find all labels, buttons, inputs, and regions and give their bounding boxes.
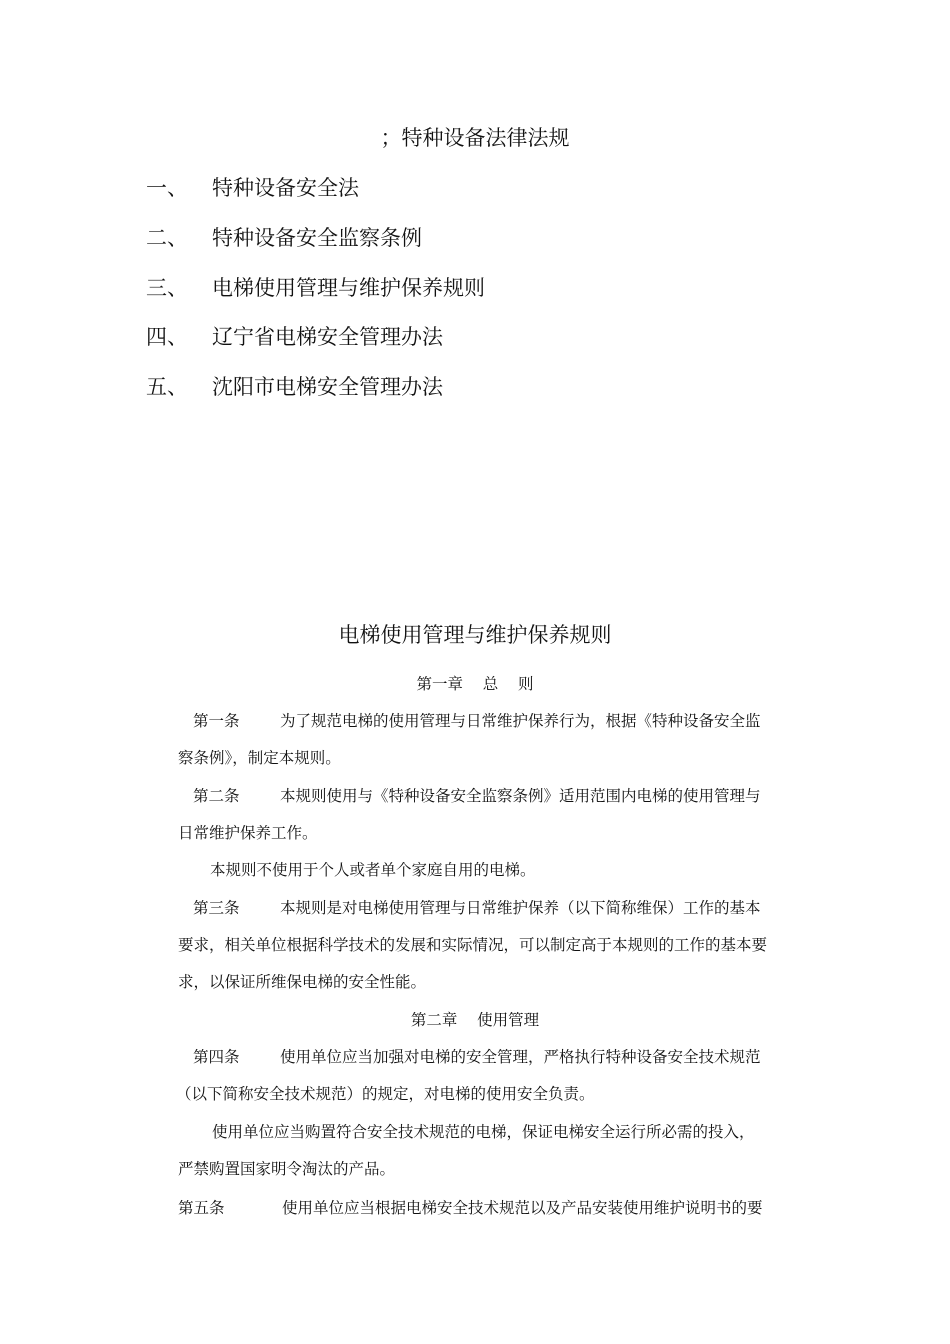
article-line: 使用单位应当购置符合安全技术规范的电梯，保证电梯安全运行所必需的投入， [212,1123,755,1141]
article-line: 求，以保证所维保电梯的安全性能。 [178,973,427,991]
article-text: 本规则是对电梯使用管理与日常维护保养（以下简称维保）工作的基本 [280,899,761,917]
article-line [193,1045,761,1067]
toc-item-number: 三、 [146,276,188,300]
toc-item-label: 沈阳市电梯安全管理办法 [212,375,443,399]
toc-item-label: 辽宁省电梯安全管理办法 [212,325,443,349]
article-line: 察条例》，制定本规则。 [178,749,341,767]
toc-item [146,222,422,252]
article-line: 要求，相关单位根据科学技术的发展和实际情况，可以制定高于本规则的工作的基本要 [178,936,768,954]
toc-item [146,172,359,202]
toc-item-label: 电梯使用管理与维护保养规则 [212,276,485,300]
toc-item [146,272,485,302]
toc-item [146,371,443,401]
article-number: 第五条 [178,1199,225,1217]
toc-item-label: 特种设备安全法 [212,176,359,200]
article-number: 第三条 [193,899,240,917]
toc-title: ；特种设备法律法规 [380,126,570,150]
toc-item [146,321,443,351]
article-number: 第一条 [193,712,240,730]
toc-item-number: 五、 [146,375,188,399]
article-line [193,784,761,806]
chapter-heading: 第二章 使用管理 [410,1011,540,1029]
article-number: 第四条 [193,1048,240,1066]
article-line [193,896,761,918]
article-line [178,1196,763,1218]
article-text: 使用单位应当根据电梯安全技术规范以及产品安装使用维护说明书的要 [282,1199,763,1217]
toc-item-number: 四、 [146,325,188,349]
document-title: 电梯使用管理与维护保养规则 [338,623,612,647]
article-line: 严禁购置国家明令淘汰的产品。 [178,1160,396,1178]
article-line: 本规则不使用于个人或者单个家庭自用的电梯。 [210,861,536,879]
article-line: （以下简称安全技术规范）的规定，对电梯的使用安全负责。 [176,1085,595,1103]
article-number: 第二条 [193,787,240,805]
article-text: 为了规范电梯的使用管理与日常维护保养行为，根据《特种设备安全监 [280,712,761,730]
toc-item-label: 特种设备安全监察条例 [212,226,422,250]
article-text: 使用单位应当加强对电梯的安全管理，严格执行特种设备安全技术规范 [280,1048,761,1066]
article-line [193,709,761,731]
toc-item-number: 一、 [146,176,188,200]
chapter-heading: 第一章 总 则 [416,675,534,693]
article-text: 本规则使用与《特种设备安全监察条例》适用范围内电梯的使用管理与 [280,787,761,805]
toc-item-number: 二、 [146,226,188,250]
article-line: 日常维护保养工作。 [178,824,318,842]
